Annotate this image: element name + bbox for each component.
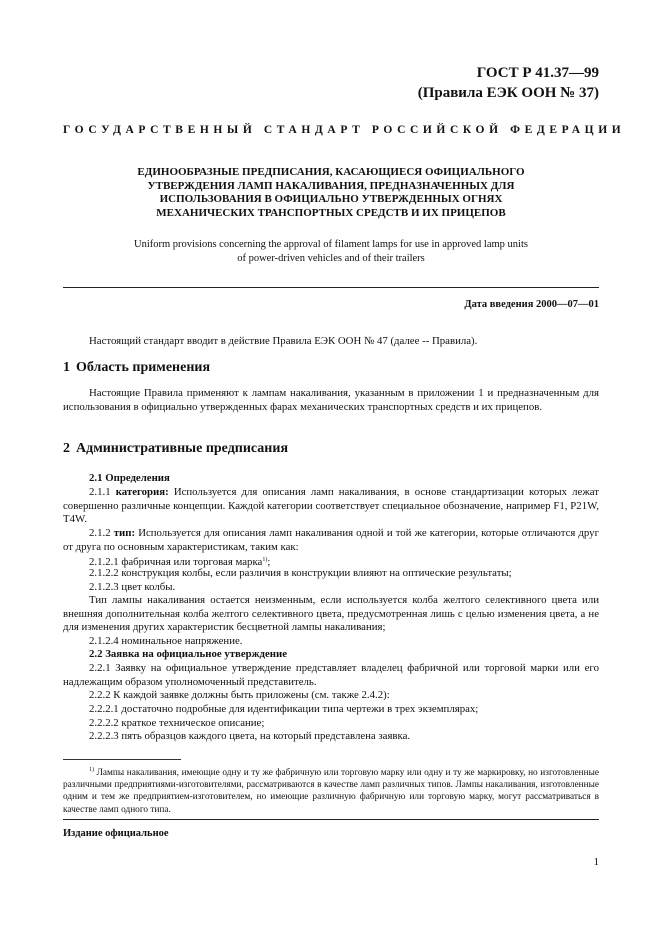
clause-2-1-2-4: 2.1.2.4 номинальное напряжение. [89,635,243,647]
state-standard-heading: ГОСУДАРСТВЕННЫЙ СТАНДАРТ РОССИЙСКОЙ ФЕДЕРАЦИИ [63,124,626,136]
title-line: ИСПОЛЬЗОВАНИЯ В ОФИЦИАЛЬНО УТВЕРЖДЕННЫХ ОГНЯХ [159,193,503,205]
footnote-ref: 1) [262,557,268,563]
title-line: ЕДИНООБРАЗНЫЕ ПРЕДПИСАНИЯ, КАСАЮЩИЕСЯ ОФИЦИАЛЬНОГО [137,166,525,178]
clause-2-1-2: 2.1.2 тип: Используется для описания ламп накаливания одной и той же категории, которые отличаются друг от друга по основным характеристикам, таким как: [63,527,600,553]
section-2-heading [63,441,294,457]
section-1-text: Настоящие Правила применяют к лампам накаливания, указанным в приложении 1 и предназначенным для использования в официально утвержденных фарах механических транспортных средств и их прицепов. [63,387,599,413]
intro-paragraph: Настоящий стандарт вводит в действие Правила ЕЭК ООН № 47 (далее -- Правила). [89,335,478,347]
clause-2-2-2-3: 2.2.2.3 пять образцов каждого цвета, на который представлена заявка. [89,730,411,742]
footnote-mark: 1) [89,767,94,773]
clause-2-1-2-1: 2.1.2.1 фабричная или торговая марка$^{1)}$; [89,556,271,568]
section-title: Административные предписания [76,441,289,456]
term-type: тип: [113,527,136,539]
subsection-2-1-heading: 2.1 Определения [89,472,170,484]
standard-code: ГОСТ Р 41.37—99 [476,65,599,81]
regulation-code: (Правила ЕЭК ООН № 37) [417,85,599,101]
edition-label: Издание официальное [63,828,169,839]
section-title: Область применения [76,360,211,375]
type-note-paragraph: Тип лампы накаливания остается неизменным, если используется колба желтого селективного цвета или внешняя дополнительная колба желтого селективного цвета, предусмотренная лишь с целью изменения цвета, а не для изменения других характеристик бесцветной лампы накаливания; [63,594,599,634]
page-number: 1 [593,856,599,868]
clause-2-1-1: 2.1.1 категория: Используется для описания ламп накаливания, в основе стандартизации которых лежат совершенно различные концепции. Каждой категории соответствует специальное обозначение, например F1, P21W, T4W. [63,486,600,526]
section-number: 1 [63,360,70,375]
title-divider [63,287,599,288]
english-title-line: of power-driven vehicles and of their trailers [237,252,425,264]
introduction-date: Дата введения 2000—07—01 [464,299,599,310]
term-category: категория: [115,486,169,498]
clause-2-1-2-2: 2.1.2.2 конструкция колбы, если различия в конструкции влияют на оптические результаты; [89,567,512,579]
clause-2-2-2: 2.2.2 К каждой заявке должны быть приложены (см. также 2.4.2): [89,689,390,701]
title-line: УТВЕРЖДЕНИЯ ЛАМП НАКАЛИВАНИЯ, ПРЕДНАЗНАЧЕННЫХ ДЛЯ [147,179,515,192]
clause-2-2-2-2: 2.2.2.2 краткое техническое описание; [89,717,265,729]
clause-2-1-2-3: 2.1.2.3 цвет колбы. [89,581,176,593]
footnote-divider [63,759,181,760]
subsection-2-2-heading: 2.2 Заявка на официальное утверждение [89,648,287,660]
edition-divider [63,819,599,820]
title-line: МЕХАНИЧЕСКИХ ТРАНСПОРТНЫХ СРЕДСТВ И ИХ ПРИЦЕПОВ [156,206,506,219]
section-1-heading [63,360,216,376]
english-title-line: Uniform provisions concerning the approval of filament lamps for use in approved lamp units [134,239,528,250]
english-title [90,238,572,265]
clause-2-2-2-1: 2.2.2.1 достаточно подробные для идентификации типа чертежи в трех экземплярах; [89,703,479,715]
section-number: 2 [63,441,70,456]
document-title [90,166,572,220]
footnote: $^{1)}$ Лампы накаливания, имеющие одну и ту же фабричную или торговую марку или одну и ту же маркировку, но изготовленные различными предприятиями-изготовителями, рассматриваются в качестве ламп различных типов. Лампы накаливания, изготовленные одним и тем же предприятием-изготовителем, но имеющие различную фабричную или торговую марку, могут рассматриваться в качестве ламп одного типа. [63,767,599,815]
clause-2-2-1: 2.2.1 Заявку на официальное утверждение представляет владелец фабричной или торговой марки или его надлежащим образом уполномоченный представитель. [63,662,599,688]
